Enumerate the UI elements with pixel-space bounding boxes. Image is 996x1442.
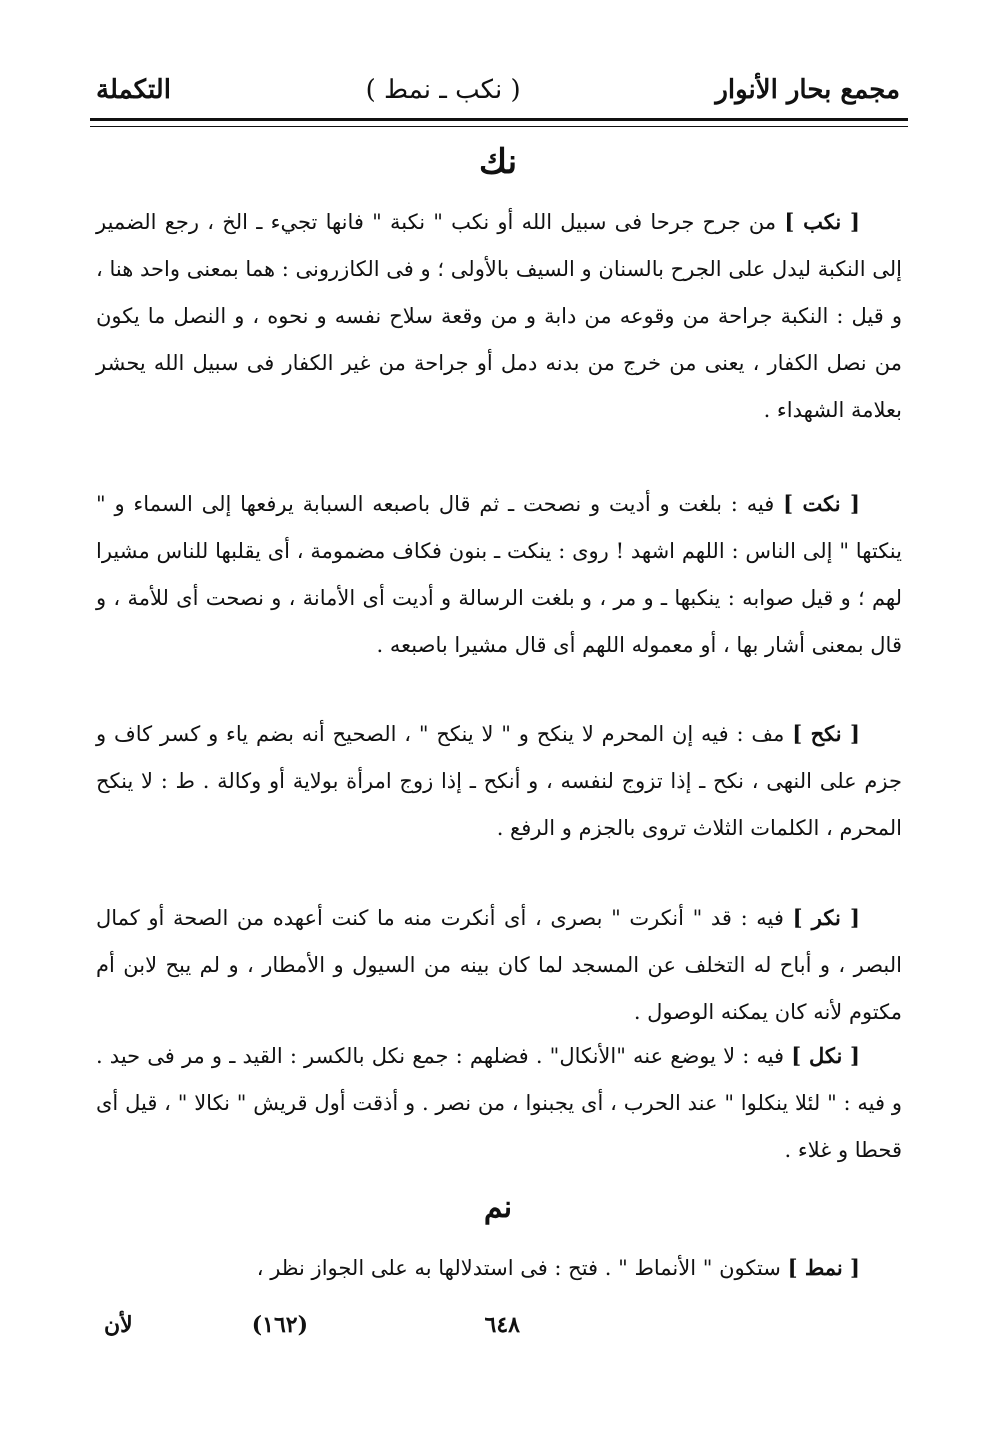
running-header — [96, 68, 900, 112]
entry-text: فيه : لا يوضع عنه "الأنكال" . فضلهم : جمع نكل بالكسر : القيد ـ و مر فى حيد . و فيه : " لئلا ينكلوا " عند الحرب ، أى يجبنوا ، من نصر . و أذقت أول قريش " نكالا " ، قيل أى قحطا و غلاء . — [96, 1044, 902, 1162]
root-heading: نك — [478, 142, 518, 182]
entry-headword: [ نكل ] — [791, 1043, 860, 1068]
entry-headword: [ نكت ] — [783, 491, 860, 516]
header-rule-thick — [90, 118, 908, 121]
entry-text: مف : فيه إن المحرم لا ينكح و " لا ينكح " ، الصحيح أنه بضم ياء و كسر كاف و جزم على النهى ، نكح ـ إذا تزوج لنفسه ، و أنكح ـ إذا زوج امرأة بولاية أو وكالة . ط : لا ينكح المحرم ، الكلمات الثلاث تروى بالجزم و الرفع . — [96, 722, 902, 840]
catchword: لأن — [104, 1312, 133, 1338]
entry-namat — [96, 1244, 902, 1292]
entry-headword: [ نكب ] — [784, 209, 860, 234]
entry-headword: [ نكح ] — [792, 721, 860, 746]
page-footer — [104, 1312, 900, 1346]
volume-page-number: (١٦٢) — [251, 1312, 308, 1338]
header-rule-thin — [90, 126, 908, 127]
supplement-title: التكملة — [96, 75, 171, 105]
entry-headword: [ نمط ] — [787, 1255, 860, 1280]
entry-nakah — [96, 710, 902, 852]
entry-nakat — [96, 480, 902, 669]
root-heading: نم — [483, 1190, 513, 1225]
entry-text: من جرح جرحا فى سبيل الله أو نكب " نكبة " فانها تجيء ـ الخ ، رجع الضمير إلى النكبة ليدل على الجرح بالسنان و السيف بالأولى ؛ و فى الكازرونى : هما بمعنى واحد هنا ، و قيل : النكبة جراحة من وقوعه من دابة و من وقعة سلاح نفسه و نحوه ، و النصل ما يكون من نصل الكفار ، يعنى من خرج من بدنه دمل أو جراحة من غير الكفار فى سبيل الله يحشر بعلامة الشهداء . — [96, 210, 902, 422]
book-title: مجمع بحار الأنوار — [715, 75, 900, 105]
entry-nakab — [96, 198, 902, 434]
entry-nakar — [96, 894, 902, 1036]
entry-text: ستكون " الأنماط " . فتح : فى استدلالها به على الجواز نظر ، — [256, 1256, 781, 1280]
page-number: ٦٤٨ — [484, 1312, 520, 1338]
page-roots-range: ( نكب ـ نمط ) — [365, 75, 521, 105]
entry-text: فيه : بلغت و أديت و نصحت ـ ثم قال باصبعه السبابة يرفعها إلى السماء و " ينكتها " إلى الناس : اللهم اشهد ! روى : ينكت ـ بنون فكاف مضمومة ، أى يقلبها للناس مشيرا لهم ؛ و قيل صوابه : ينكبها ـ و مر ، و بلغت الرسالة و أديت أى الأمانة ، و نصحت أى للأمة ، و قال بمعنى أشار بها ، أو معموله اللهم أى قال مشيرا باصبعه . — [96, 492, 902, 657]
entry-headword: [ نكر ] — [792, 905, 860, 930]
entry-text: فيه : قد " أنكرت " بصرى ، أى أنكرت منه ما كنت أعهده من الصحة أو كمال البصر ، و أباح له التخلف عن المسجد لما كان بينه من السيول و الأمطار ، و لم يبح لابن أم مكتوم لأنه كان يمكنه الوصول . — [96, 906, 902, 1024]
entry-nakal — [96, 1032, 902, 1174]
